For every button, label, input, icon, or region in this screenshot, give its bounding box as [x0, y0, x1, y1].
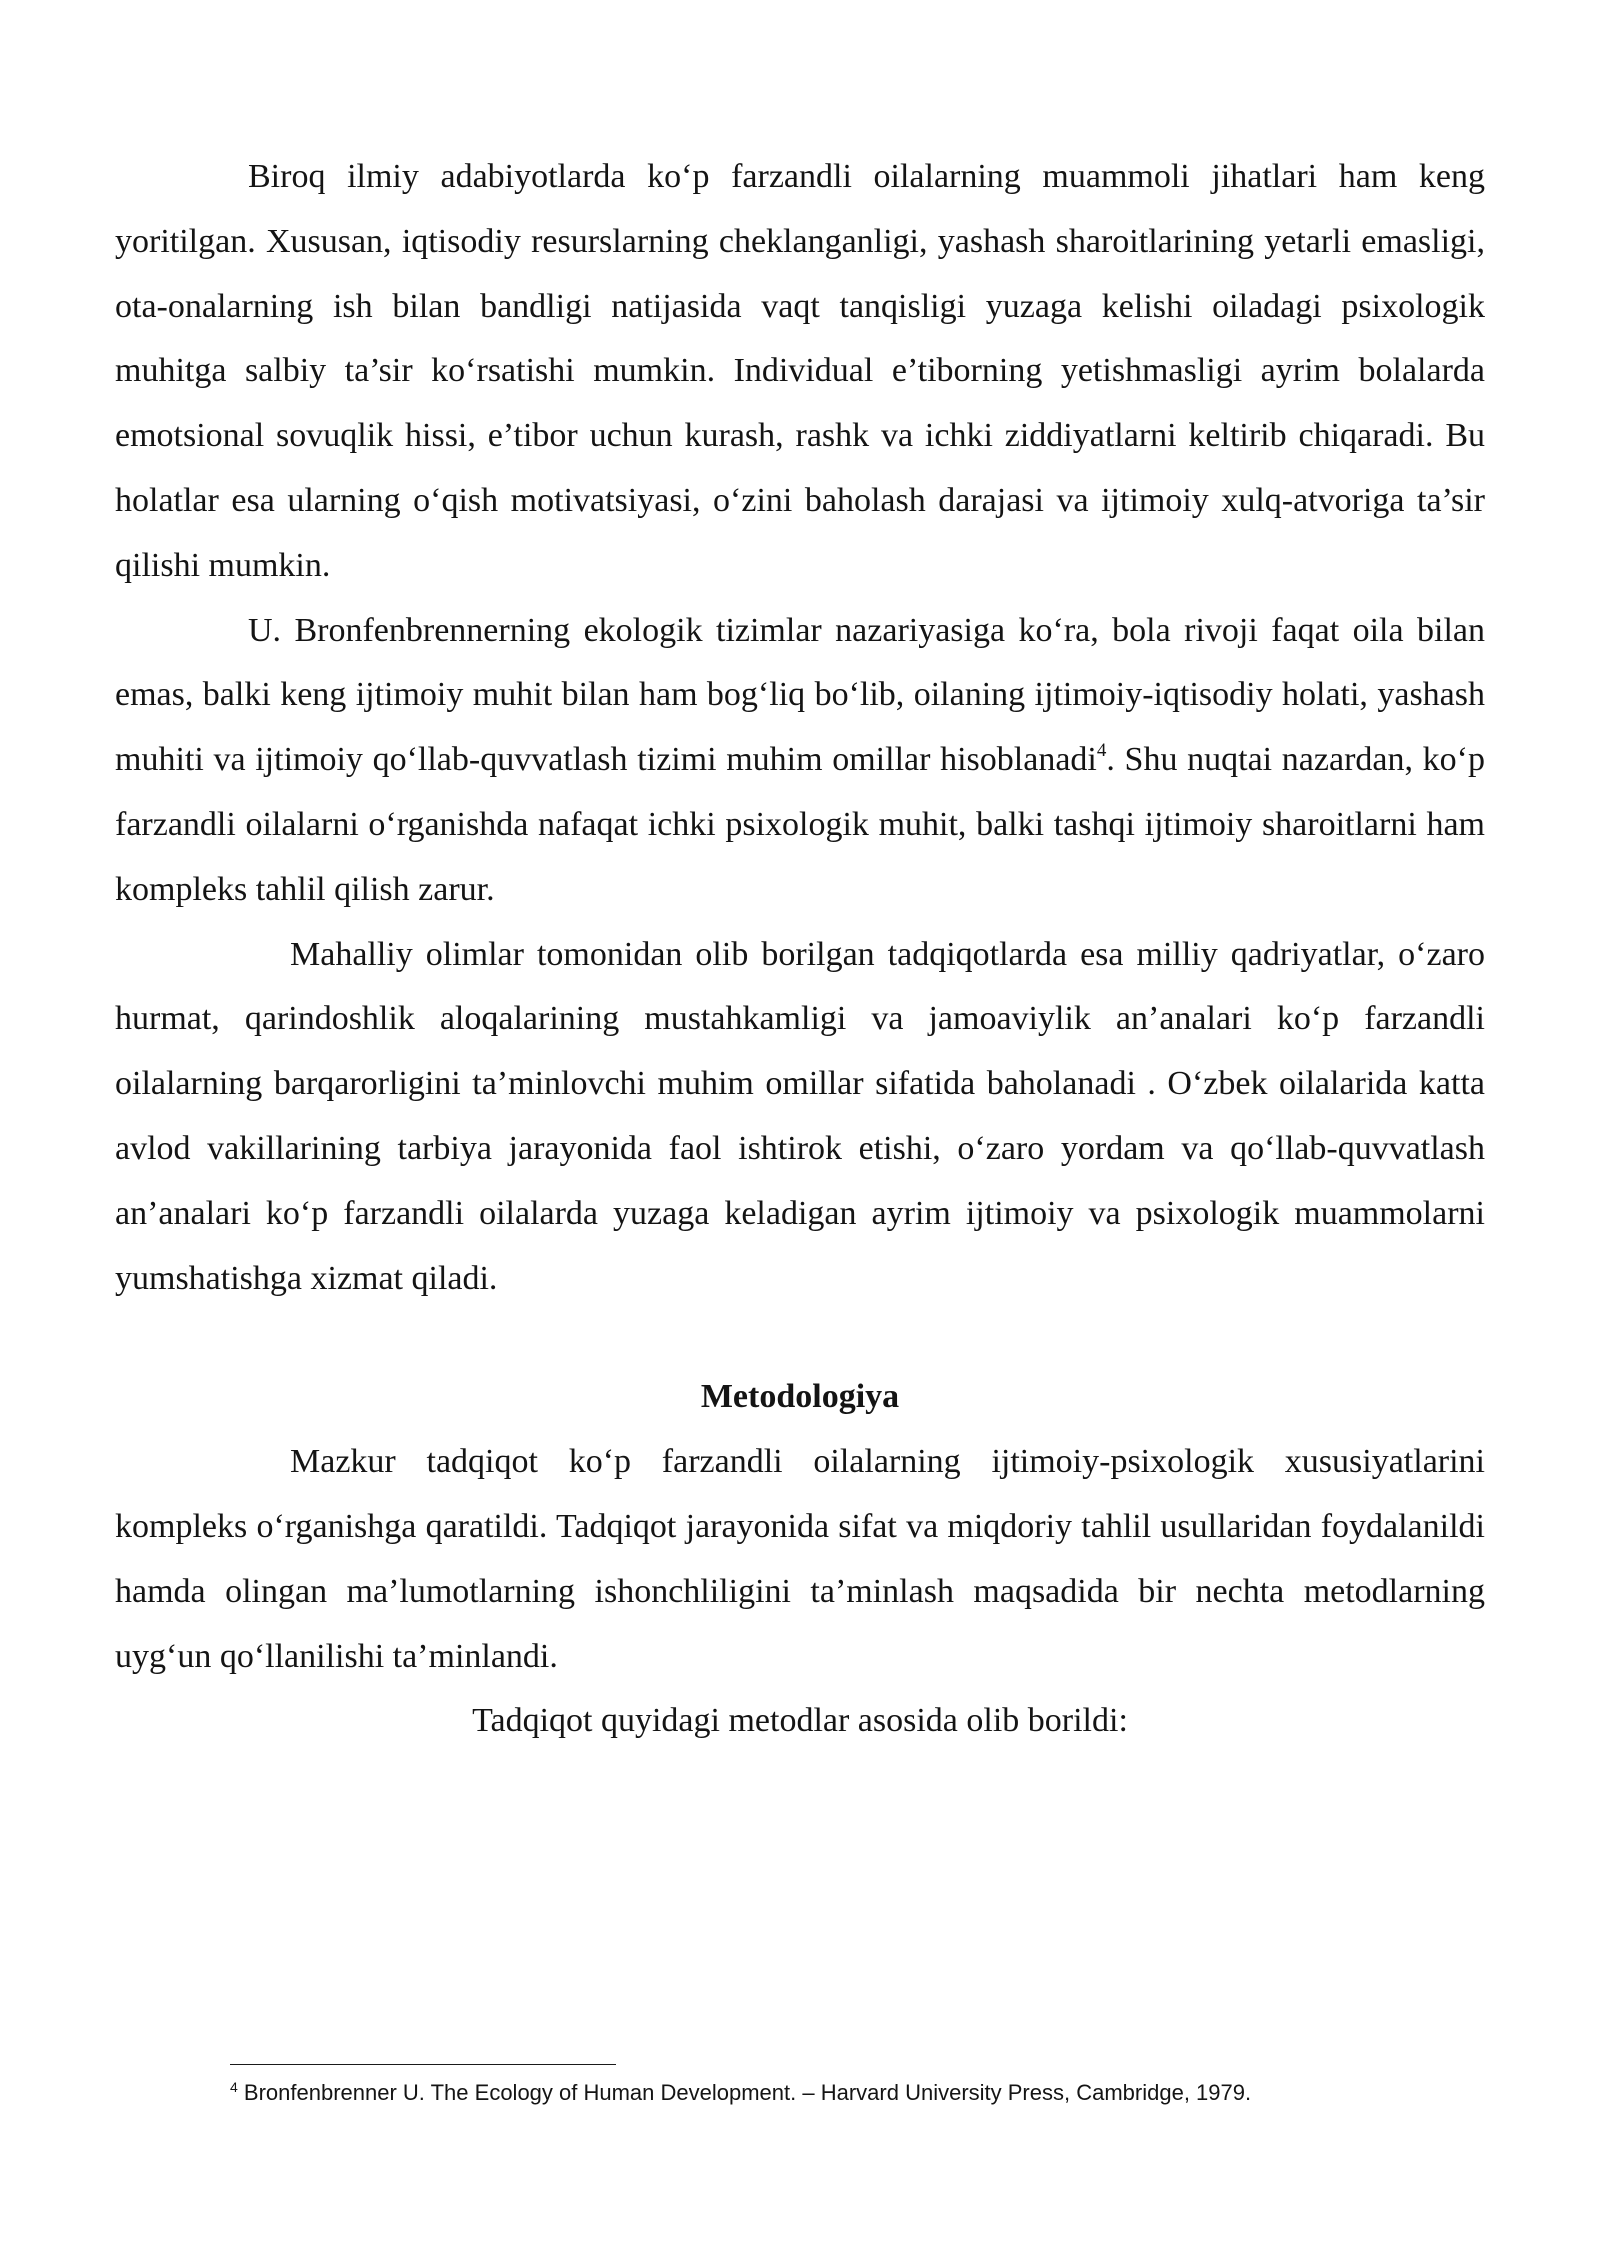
- footnote-separator: [230, 2064, 616, 2065]
- footnote: [230, 2078, 1480, 2108]
- footnote-text: Bronfenbrenner U. The Ecology of Human Development. – Harvard University Press, Cambridge, 1979.: [237, 2080, 1252, 2105]
- paragraph-bronfenbrenner: [115, 599, 1485, 923]
- document-page: [115, 145, 1485, 1754]
- paragraph-literature-problems: Biroq ilmiy adabiyotlarda ko‘p farzandli oilalarning muammoli jihatlari ham keng yoritilgan. Xususan, iqtisodiy resurslarning cheklanganligi, yashash sharoitlarining yetarli emasligi, ota-onalarning ish bilan bandligi natijasida vaqt tanqisligi yuzaga kelishi oiladagi psixologik muhitga salbiy ta’sir ko‘rsatishi mumkin. Individual e’tiborning yetishmasligi ayrim bolalarda emotsional sovuqlik hissi, e’tibor uchun kurash, rashk va ichki ziddiyatlarni keltirib chiqaradi. Bu holatlar esa ularning o‘qish motivatsiyasi, o‘zini baholash darajasi va ijtimoiy xulq-atvoriga ta’sir qilishi mumkin.: [115, 158, 1485, 584]
- footnote-reference[interactable]: 4: [1096, 740, 1107, 762]
- paragraph-bronfenbrenner-text: U. Bronfenbrennerning ekologik tizimlar nazariyasiga ko‘ra, bola rivoji faqat oila bilan emas, balki keng ijtimoiy muhit bilan ham bog‘liq bo‘lib, oilaning ijtimoiy-iqtisodiy holati, yashash muhiti va ijtimoiy qo‘llab-quvvatlash tizimi muhim omillar hisoblanadi: [115, 611, 1485, 779]
- paragraph-bronfenbrenner-tail: . Shu nuqtai nazardan, ko‘p farzandli oilalarni o‘rganishda nafaqat ichki psixologik muhit, balki tashqi ijtimoiy sharoitlarni ham kompleks tahlil qilish zarur.: [115, 741, 1485, 908]
- paragraph-methods-intro: Tadqiqot quyidagi metodlar asosida olib borildi:: [472, 1702, 1128, 1740]
- paragraph-methodology: Mazkur tadqiqot ko‘p farzandli oilalarning ijtimoiy-psixologik xususiyatlarini kompleks o‘rganishga qaratildi. Tadqiqot jarayonida sifat va miqdoriy tahlil usullaridan foydalanildi hamda olingan ma’lumotlarning ishonchliligini ta’minlash maqsadida bir nechta metodlarning uyg‘un qo‘llanilishi ta’minlandi.: [115, 1443, 1485, 1675]
- section-heading: Metodologiya: [700, 1378, 900, 1416]
- paragraph-local-scholars: Mahalliy olimlar tomonidan olib borilgan tadqiqotlarda esa milliy qadriyatlar, o‘zaro hurmat, qarindoshlik aloqalarining mustahkamligi va jamoaviylik an’analari ko‘p farzandli oilalarning barqarorligini ta’minlovchi muhim omillar sifatida baholanadi . O‘zbek oilalarida katta avlod vakillarining tarbiya jarayonida faol ishtirok etishi, o‘zaro yordam va qo‘llab-quvvatlash an’analari ko‘p farzandli oilalarda yuzaga keladigan ayrim ijtimoiy va psixologik muammolarni yumshatishga xizmat qiladi.: [115, 935, 1485, 1297]
- footnote-number: 4: [230, 2079, 238, 2095]
